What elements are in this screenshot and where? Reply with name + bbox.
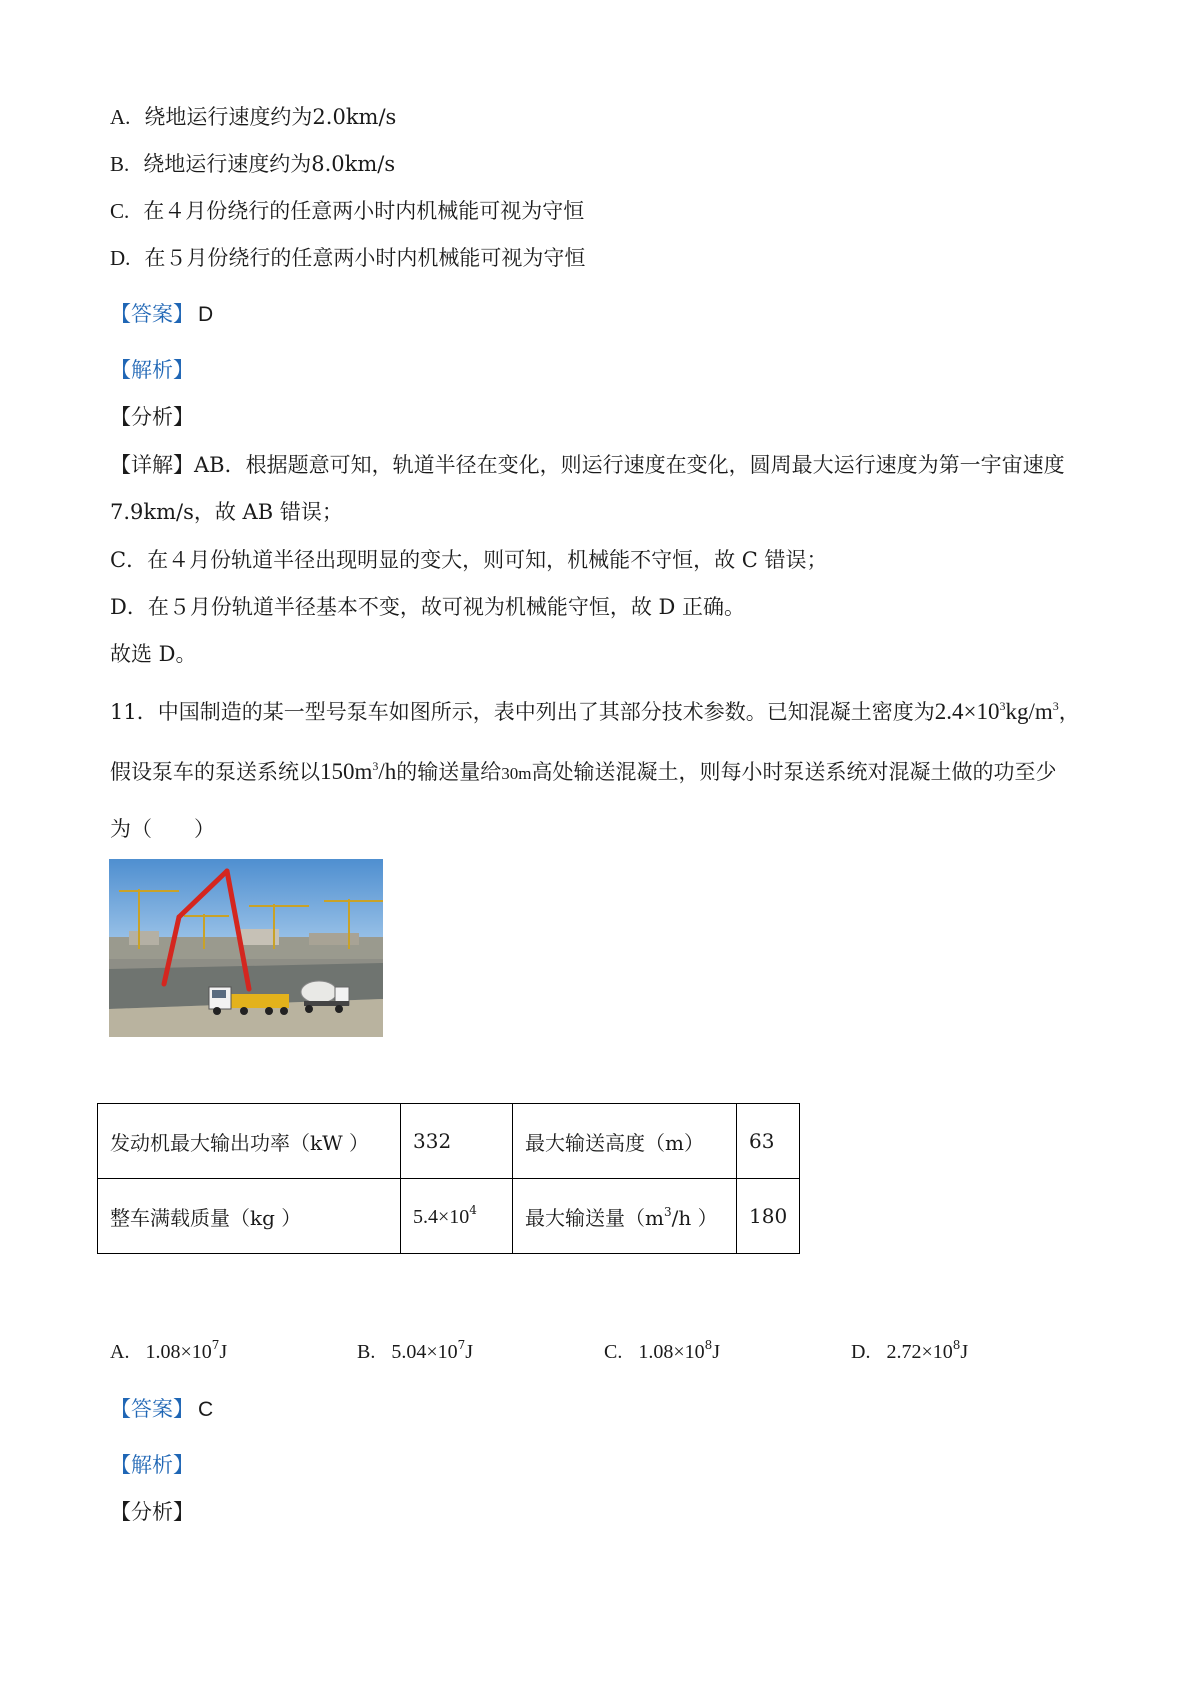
table-cell: $5.4\times 10^4$: [401, 1179, 513, 1254]
detail-line-4: D．在５月份轨道半径基本不变，故可视为机械能守恒，故 D 正确。: [110, 595, 746, 619]
option-d: [110, 244, 585, 272]
flow-value: $150m^3/h$: [320, 759, 397, 784]
answer-line: [110, 300, 213, 329]
choice-b: B. $5.04\times 10^7J$: [357, 1338, 474, 1363]
detail-tag: 【详解】: [110, 453, 194, 477]
table-cell: 332: [401, 1104, 513, 1179]
option-letter: D.: [110, 246, 131, 270]
option-letter: B.: [110, 152, 130, 176]
jiexi-heading: 【解析】: [110, 358, 194, 382]
table-row: [98, 1179, 800, 1254]
answer-line: [110, 1395, 213, 1424]
table-cell: 最大输送高度（m）: [513, 1104, 737, 1179]
table-cell: 发动机最大输出功率（kW ）: [98, 1104, 401, 1179]
table-cell: 最大输送量（$m^3/h$ ）: [513, 1179, 737, 1254]
jiexi-heading: 【解析】: [110, 1453, 194, 1477]
option-b: [110, 150, 395, 178]
option-text: 在５月份绕行的任意两小时内机械能可视为守恒: [144, 246, 586, 270]
answer-value: C: [198, 1398, 214, 1421]
option-a: [110, 103, 396, 131]
q11-line-2: 假设泵车的泵送系统以$150m^3/h$的输送量给30m高处输送混凝土，则每小时泵送系统对混凝土做的功至少: [110, 759, 1057, 784]
detail-line-5: 故选 D。: [110, 642, 197, 666]
table-row: [98, 1104, 800, 1179]
detail-line-3: C．在４月份轨道半径出现明显的变大，则可知，机械能不守恒，故 C 错误；: [110, 548, 828, 572]
option-text: 在４月份绕行的任意两小时内机械能可视为守恒: [143, 199, 585, 223]
fenxi-heading: 【分析】: [110, 1500, 194, 1524]
answer-tag: 【答案】: [110, 302, 194, 326]
option-text: 绕地运行速度约为2.0km/s: [144, 105, 397, 129]
detail-line-1: [110, 451, 1065, 479]
option-c: [110, 197, 584, 225]
detail-line-2: 7.9km/s，故 AB 错误；: [110, 500, 343, 524]
detail-text: AB．根据题意可知，轨道半径在变化，则运行速度在变化，圆周最大运行速度为第一宇宙速度: [194, 453, 1065, 477]
q11-text: 11．中国制造的某一型号泵车如图所示，表中列出了其部分技术参数。已知混凝土密度为: [110, 700, 935, 724]
choice-c: C. $1.08\times 10^8J$: [604, 1338, 721, 1363]
table-cell: 63: [737, 1104, 800, 1179]
option-text: 绕地运行速度约为8.0km/s: [143, 152, 396, 176]
answer-value: D: [198, 303, 214, 326]
answer-tag: 【答案】: [110, 1397, 194, 1421]
table-cell: 整车满载质量（kg ）: [98, 1179, 401, 1254]
q11-line-1: 11．中国制造的某一型号泵车如图所示，表中列出了其部分技术参数。已知混凝土密度为$2.4\times 10^3kg/m^3$，: [110, 699, 1080, 724]
fenxi-heading: 【分析】: [110, 405, 194, 429]
choice-d: D. $2.72\times 10^8J$: [851, 1338, 969, 1363]
density-value: $2.4\times 10^3kg/m^3$: [934, 699, 1059, 724]
table-cell: 180: [737, 1179, 800, 1254]
choice-a: A. $1.08\times 10^7J$: [110, 1338, 228, 1363]
option-letter: C.: [110, 199, 130, 223]
option-letter: A.: [110, 105, 131, 129]
height-value: 30m: [501, 764, 532, 783]
parameter-table: [97, 1103, 800, 1254]
q11-line-3: 为（ ）: [110, 817, 215, 841]
pump-truck-photo: [109, 859, 383, 1037]
